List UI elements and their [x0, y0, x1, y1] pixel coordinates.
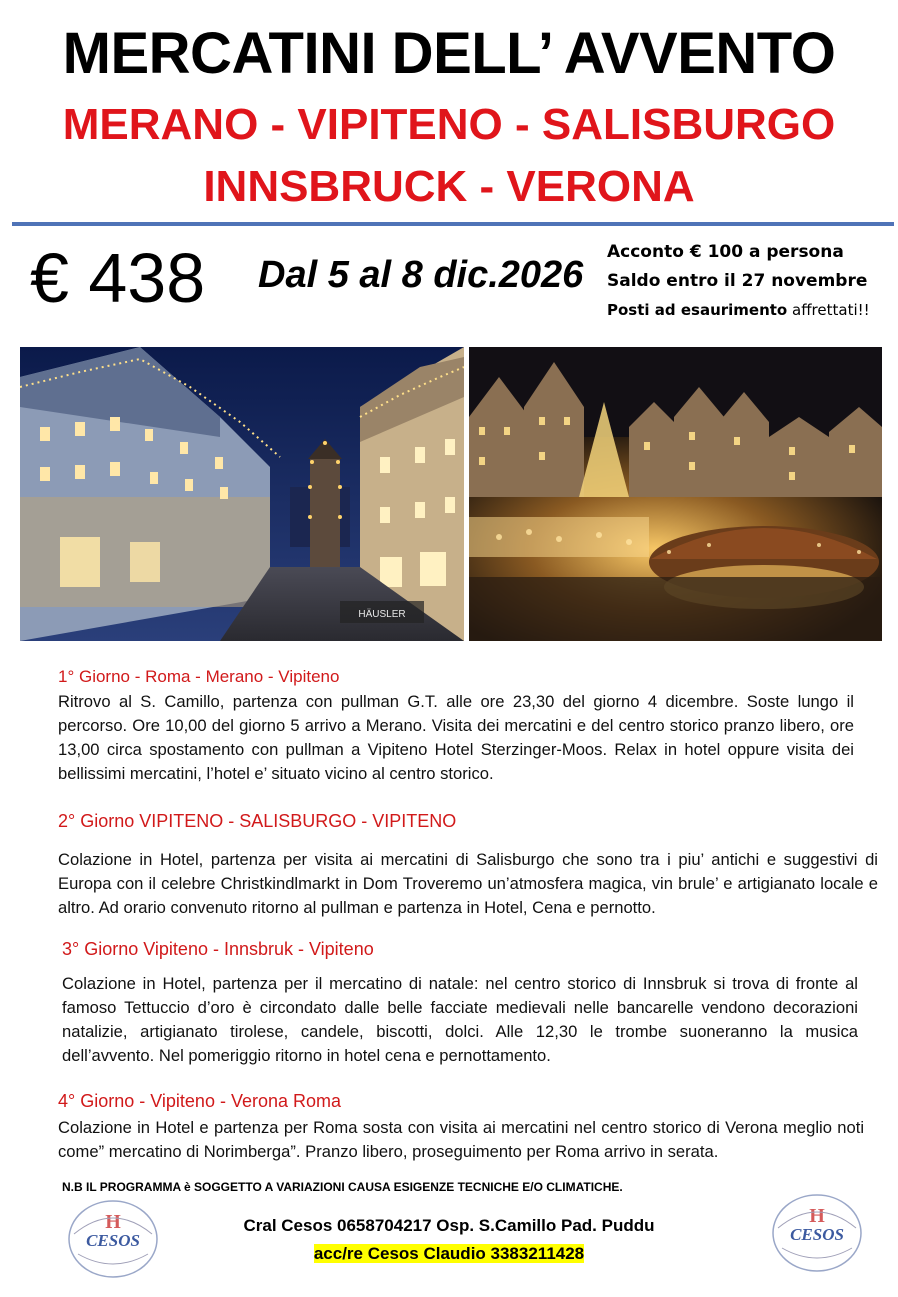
vipiteno-street-illustration [20, 347, 464, 641]
day1-heading: 1° Giorno - Roma - Merano - Vipiteno [58, 667, 340, 686]
balance-text: Saldo entro il 27 novembre [607, 271, 868, 291]
seats-urge: affrettati!! [787, 301, 870, 319]
disclaimer-note: N.B IL PROGRAMMA è SOGGETTO A VARIAZIONI CAUSA ESIGENZE TECNICHE E/O CLIMATICHE. [62, 1180, 623, 1194]
day3-heading: 3° Giorno Vipiteno - Innsbruk - Vipiteno [62, 939, 374, 959]
christmas-market-photo [469, 347, 882, 641]
hausler-sign: HÄUSLER [358, 609, 406, 620]
day2-text: Colazione in Hotel, partenza per visita ai mercatini di Salisburgo che sono tra i piu’ antichi e suggestivi di Europa con il celebre Christkindlmarkt in Dom Troveremo un’atmosfera magica, vin brule’ e artigianato locale e altro. Ad orario convenuto ritorno al pullman e partenza in Hotel, Cena e pernotto. [58, 850, 878, 917]
vipiteno-street-photo [20, 347, 464, 641]
cesos-logo-left [66, 1198, 160, 1280]
subtitle-cities-1: MERANO - VIPITENO - SALISBURGO [62, 100, 836, 149]
svg-text:H: H [809, 1205, 825, 1227]
contact-line-2-wrap [0, 1244, 898, 1264]
day1-text: Ritrovo al S. Camillo, partenza con pullman G.T. alle ore 23,30 del giorno 4 dicembre. Soste lungo il percorso. Ore 10,00 del giorno 5 arrivo a Merano. Visita dei mercatini e del centro storico pranzo libero, ore 13,00 circa spostamento con pullman a Vipiteno Hotel Sterzinger-Moos. Relax in hotel oppure visita dei bellissimi mercatini, l’hotel e’ situato vicino al centro storico. [58, 692, 854, 783]
christmas-market-illustration [469, 347, 882, 641]
contact-line-1: Cral Cesos 0658704217 Osp. S.Camillo Pad. Puddu [243, 1216, 655, 1235]
poster-title: MERCATINI DELL’ AVVENTO [62, 21, 836, 86]
trip-dates: Dal 5 al 8 dic.2026 [258, 254, 584, 296]
cesos-logo-right-text: CESOS [790, 1225, 844, 1244]
day2-heading: 2° Giorno VIPITENO - SALISBURGO - VIPITENO [58, 811, 457, 831]
subtitle-cities-2: INNSBRUCK - VERONA [203, 162, 695, 211]
booking-info [607, 238, 870, 325]
price: € 438 [30, 239, 206, 317]
cesos-logo-left-text: CESOS [86, 1231, 140, 1250]
day3-text: Colazione in Hotel, partenza per il mercatino di natale: nel centro storico di Innsbruk si trova di fronte al famoso Tettuccio d’oro è circondato dalle belle facciate medievali nelle bancarelle vendono decorazioni natalizie, artigianato tirolese, candele, biscotti, dolci. Alle 12,30 le trombe suoneranno la musica dell’avvento. Nel pomeriggio ritorno in hotel cena e pernottamento. [62, 974, 858, 1065]
day4-text: Colazione in Hotel e partenza per Roma sosta con visita ai mercatini nel centro storico di Verona meglio noti come” mercatino di Norimberga”. Pranzo libero, proseguimento per Roma arrivo in serata. [58, 1118, 864, 1161]
header-divider [12, 222, 894, 226]
cesos-logo-icon [66, 1198, 160, 1280]
contact-line-2: acc/re Cesos Claudio 3383211428 [313, 1244, 585, 1263]
deposit-text: Acconto € 100 a persona [607, 242, 844, 262]
seats-bold: Posti ad esaurimento [607, 301, 788, 319]
day4-heading: 4° Giorno - Vipiteno - Verona Roma [58, 1091, 342, 1111]
seats-text [607, 296, 870, 325]
svg-text:H: H [105, 1211, 121, 1233]
